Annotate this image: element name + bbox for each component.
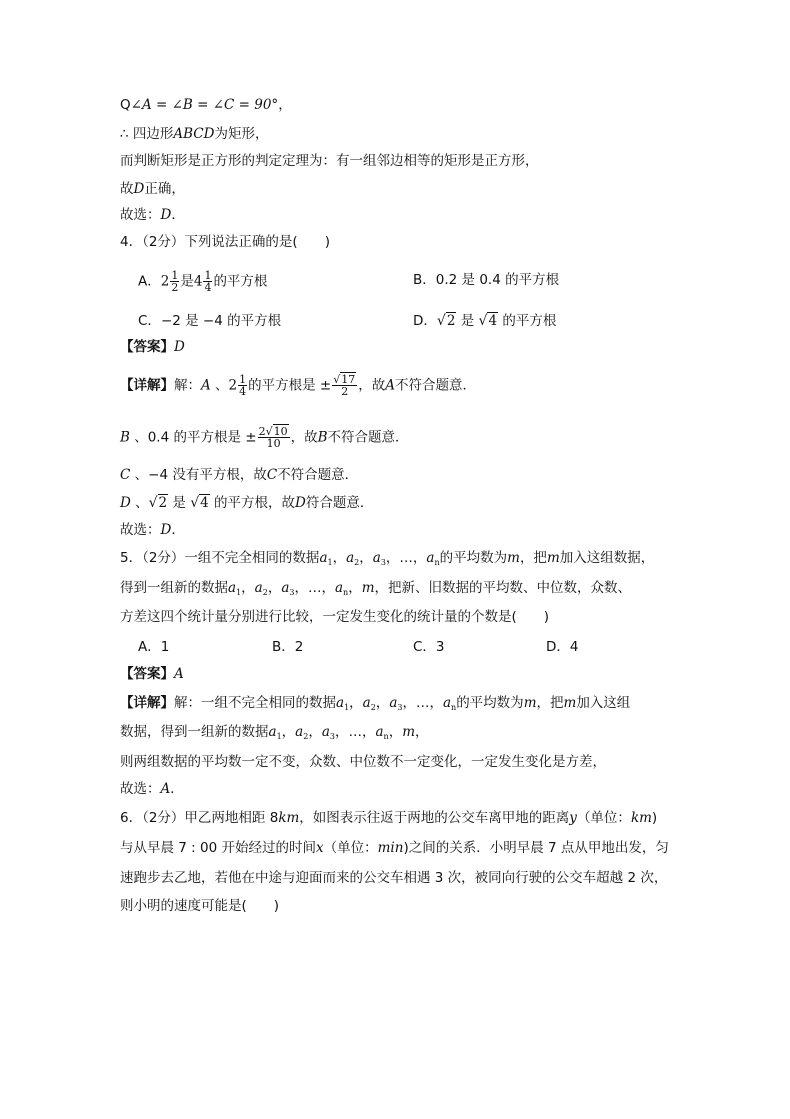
proof-line-angles: Q∠A = ∠B = ∠C = 90°， [120,97,292,113]
q4-option-d: D．√2 是 √4 的平方根 [413,313,557,329]
q5-answer: 【答案】A [120,666,184,682]
fraction: $\frac{1}{4}$ [204,269,212,294]
q5-stem-line1: 5．（2分）一组不完全相同的数据$a_1$，$a_2$，$a_3$，…，$a_n$的平均数为m，把m加入这组数据， [120,550,655,567]
q5-detail-line1: 【详解】解：一组不完全相同的数据$a_1$，$a_2$，$a_3$，…，$a_n$的平均数为m，把m加入这组 [120,695,631,712]
sqrt: √4 [478,313,498,329]
q5-option-b: B．2 [272,639,304,655]
q4-detail-c: C 、−4 没有平方根，故C不符合题意． [120,467,359,483]
q4-stem: 4．（2分）下列说法正确的是( ) [120,234,330,250]
choose-line-q3: 故选：D． [120,207,185,223]
q5-option-c: C．3 [413,639,445,655]
q4-detail-a: 【详解】解：A 、2 $\frac{1}{4}$ 的平方根是 ± $\frac{√17}{2}$ ，故A不符合题意． [120,373,477,398]
proof-line-theorem: 而判断矩形是正方形的判定定理为：有一组邻边相等的矩形是正方形， [120,153,539,169]
q5-detail-line3: 则两组数据的平均数一定不变，众数、中位数不一定变化，一定发生变化是方差， [120,754,606,770]
q5-option-d: D．4 [546,639,579,655]
q4-option-b: B．0.2 是 0.4 的平方根 [413,272,560,288]
q5-stem-line3: 方差这四个统计量分别进行比较，一定发生变化的统计量的个数是( ) [120,609,550,625]
q5-option-a: A．1 [138,639,170,655]
q6-stem-line1: 6．（2分）甲乙两地相距 8km，如图表示往返于两地的公交车离甲地的距离y（单位：km) [120,810,658,826]
fraction: $\frac{1}{2}$ [171,269,179,294]
angles-equation: ∠A = ∠B = ∠C = 90° [130,97,279,113]
q6-stem-line4: 则小明的速度可能是( ) [120,898,280,914]
q4-option-a: A．2 $\frac{1}{2}$ 是4 $\frac{1}{4}$ 的平方根 [138,269,268,294]
q4-detail-d: D 、√2 是 √4 的平方根，故D符合题意． [120,495,374,511]
q5-stem-line2: 得到一组新的数据$a_1$，$a_2$，$a_3$，…，$a_n$，m，把新、旧数据的平均数、中位数，众数、 [120,580,631,597]
q4-choose: 故选：D． [120,522,185,538]
q6-stem-line3: 速跑步去乙地，若他在中途与迎面而来的公交车相遇 3 次，被同向行驶的公交车超越 2 次， [120,870,668,886]
q4-option-c: C．−2 是 −4 的平方根 [138,313,282,329]
q4-detail-b: B 、0.4 的平方根是 ± $\frac{2√10}{10}$ ，故B不符合题意． [120,425,409,450]
q6-stem-line2: 与从早晨 7 : 00 开始经过的时间x（单位：min)之间的关系．小明早晨 7 点从甲地出发，匀 [120,840,669,856]
proof-line-rectangle: ∴ 四边形ABCD为矩形， [120,126,269,142]
sqrt: √2 [436,313,456,329]
fraction-sqrt: $\frac{2√10}{10}$ [258,425,288,450]
proof-line-correct: 故D正确， [120,181,185,197]
q4-answer: 【答案】D [120,339,185,355]
q5-detail-line2: 数据，得到一组新的数据$a_1$，$a_2$，$a_3$，…，$a_n$，m， [120,724,429,741]
fraction-sqrt: $\frac{√17}{2}$ [333,373,356,398]
q5-choose: 故选：A． [120,781,184,797]
fraction: $\frac{1}{4}$ [239,373,247,398]
